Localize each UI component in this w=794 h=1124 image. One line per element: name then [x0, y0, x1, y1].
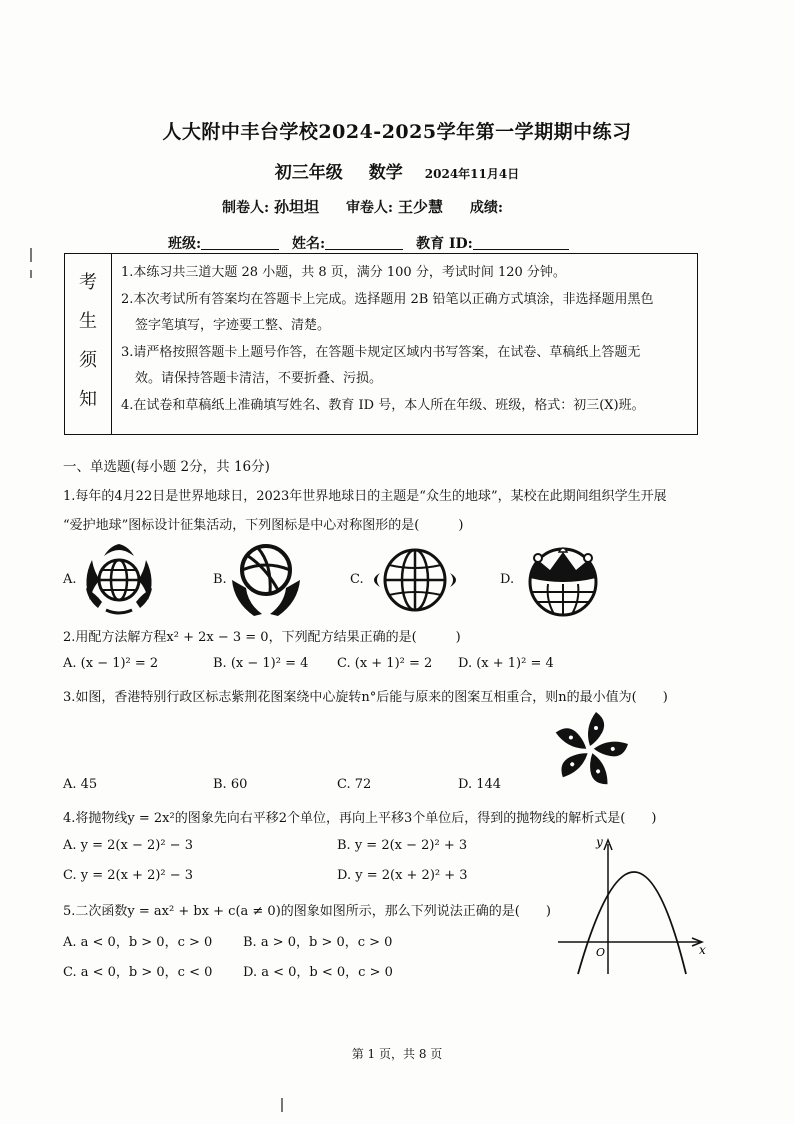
q1-line2: “爱护地球”图标设计征集活动，下列图标是中心对称图形的是( ) — [63, 518, 464, 533]
page-number: 第 1 页，共 8 页 — [351, 1047, 443, 1061]
notice-side-label — [65, 254, 112, 434]
y-axis-label: y — [596, 836, 603, 849]
scan-mark — [30, 248, 32, 262]
q2-option-c: C. (x + 1)² = 2 — [337, 656, 433, 671]
section-title: 一、单选题(每小题 2分，共 16分) — [63, 459, 270, 475]
scan-mark — [281, 1098, 283, 1112]
notice-char: 须 — [79, 350, 97, 371]
notice-rule: 4.在试卷和草稿纸上准确填写姓名、教育 ID 号，本人所在年级、班级，格式：初三(X)班。 — [121, 397, 645, 413]
name-label: 姓名: — [292, 236, 326, 252]
q1-line1: 1.每年的4月22日是世界地球日，2023年世界地球日的主题是“众生的地球”，某校在此期间组织学生开展 — [63, 489, 667, 504]
notice-rule: 效。请保持答题卡清洁，不要折叠、污损。 — [135, 371, 383, 386]
q1-option-b-label: B. — [213, 572, 227, 587]
q4-option-c: C. y = 2(x + 2)² − 3 — [63, 868, 194, 883]
score-label: 成绩: — [469, 200, 504, 216]
q3-option-d: D. 144 — [458, 777, 502, 792]
student-fields — [168, 233, 577, 253]
notice-char: 知 — [79, 389, 97, 410]
x-axis-label: x — [699, 943, 706, 957]
origin-label: O — [596, 946, 606, 959]
q3-option-a: A. 45 — [63, 777, 98, 792]
q3-option-c: C. 72 — [337, 777, 372, 792]
bauhinia-flower-icon — [548, 708, 632, 792]
globe-orbit-icon — [366, 543, 464, 617]
q5-option-a: A. a < 0，b > 0，c > 0 — [63, 935, 213, 950]
notice-char: 考 — [79, 272, 97, 293]
q4-option-b: B. y = 2(x − 2)² + 3 — [337, 838, 468, 853]
parabola-curve — [578, 872, 686, 974]
globe-laurel-icon — [80, 542, 158, 618]
notice-rules — [121, 260, 693, 419]
exam-notice-box — [64, 253, 698, 435]
subject-label: 数学 — [368, 163, 403, 183]
q2-option-a: A. (x − 1)² = 2 — [63, 656, 159, 671]
q2-stem: 2.用配方法解方程x² + 2x − 3 = 0，下列配方结果正确的是( ) — [63, 630, 461, 645]
author-name: 孙坦坦 — [274, 198, 320, 216]
class-label: 班级: — [168, 236, 202, 252]
q4-option-d: D. y = 2(x + 2)² + 3 — [337, 868, 468, 883]
q4-option-a: A. y = 2(x − 2)² − 3 — [63, 838, 193, 853]
reviewer-name: 王少慧 — [397, 198, 443, 216]
exam-title: 人大附中丰台学校2024-2025学年第一学期期中练习 — [162, 121, 632, 143]
id-field[interactable] — [473, 235, 569, 250]
name-field[interactable] — [325, 235, 403, 250]
q5-option-b: B. a > 0，b > 0，c > 0 — [243, 935, 393, 950]
notice-char: 生 — [79, 311, 97, 332]
exam-date: 2024年11月4日 — [424, 167, 520, 181]
author-label: 制卷人: — [222, 200, 270, 216]
class-field[interactable] — [201, 235, 279, 250]
q1-option-a-label: A. — [63, 572, 77, 587]
exam-subtitle — [0, 158, 794, 183]
q4-stem: 4.将抛物线y = 2x²的图象先向右平移2个单位，再向上平移3个单位后，得到的抛物线的解析式是( ) — [63, 811, 657, 826]
globe-hands-icon — [228, 540, 304, 620]
grade-label: 初三年级 — [274, 163, 343, 183]
globe-crown-icon — [518, 540, 608, 620]
q5-stem: 5.二次函数y = ax² + bx + c(a ≠ 0)的图象如图所示，那么下列说法正确的是( ) — [63, 904, 551, 919]
exam-meta — [222, 196, 525, 217]
q5-option-c: C. a < 0，b > 0，c < 0 — [63, 965, 213, 980]
scan-mark — [30, 270, 32, 278]
q3-stem: 3.如图，香港特别行政区标志紫荆花图案绕中心旋转n°后能与原来的图案互相重合，则n的最小值为( ) — [63, 690, 668, 705]
q2-option-b: B. (x − 1)² = 4 — [213, 656, 309, 671]
q2-option-d: D. (x + 1)² = 4 — [458, 656, 554, 671]
notice-rule: 3.请严格按照答题卡上题号作答，在答题卡规定区域内书写答案，在试卷、草稿纸上答题无 — [121, 344, 641, 360]
q1-option-c-label: C. — [350, 572, 364, 587]
id-label: 教育 ID: — [416, 236, 473, 252]
reviewer-label: 审卷人: — [345, 200, 394, 216]
notice-rule: 签字笔填写，字迹要工整、清楚。 — [135, 318, 331, 333]
notice-rule: 2.本次考试所有答案均在答题卡上完成。选择题用 2B 铅笔以正确方式填涂，非选择题用黑色 — [121, 291, 654, 307]
parabola-graph — [556, 836, 710, 976]
q5-option-d: D. a < 0，b < 0，c > 0 — [243, 965, 393, 980]
notice-rule: 1.本练习共三道大题 28 小题，共 8 页，满分 100 分，考试时间 120 分钟。 — [121, 265, 566, 280]
q1-option-d-label: D. — [500, 572, 515, 587]
q3-option-b: B. 60 — [213, 777, 248, 792]
